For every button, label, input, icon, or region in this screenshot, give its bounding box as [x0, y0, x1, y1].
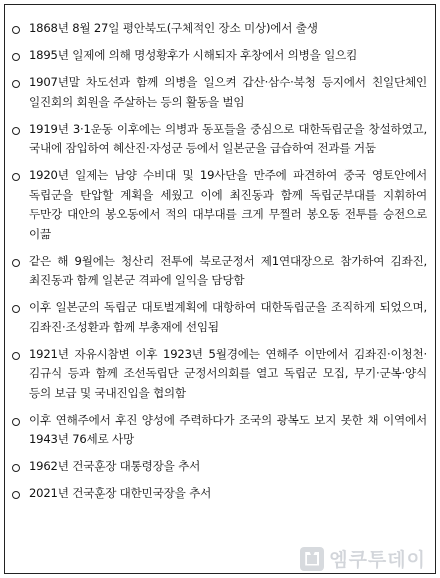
circle-bullet-icon [12, 464, 20, 472]
biography-box [4, 4, 436, 574]
watermark-text: 엠쿠투데이 [329, 549, 426, 571]
entry-text: 1868년 8월 27일 평안북도(구체적인 장소 미상)에서 출생 [29, 21, 318, 35]
circle-bullet-icon [12, 491, 20, 499]
entry-text: 이후 연해주에서 후진 양성에 주력하다가 조국의 광복도 보지 못한 채 이역에서 1943년 76세로 사망 [29, 412, 427, 446]
m-logo-icon [300, 547, 324, 571]
list-item [11, 411, 427, 450]
circle-bullet-icon [12, 352, 20, 360]
circle-bullet-icon [12, 53, 20, 61]
circle-bullet-icon [12, 127, 20, 135]
circle-bullet-icon [12, 26, 20, 34]
entry-text: 1962년 건국훈장 대통령장을 추서 [29, 459, 201, 473]
list-item [11, 484, 427, 504]
list-item [11, 46, 427, 66]
list-item [11, 73, 427, 112]
entry-text: 2021년 건국훈장 대한민국장을 추서 [29, 486, 212, 500]
list-item [11, 19, 427, 39]
entry-text: 이후 일본군의 독립군 대토벌계획에 대항하여 대한독립군을 조직하게 되었으며, 김좌진·조성환과 함께 부총재에 선임됨 [29, 300, 427, 334]
list-item [11, 298, 427, 337]
circle-bullet-icon [12, 173, 20, 181]
entry-text: 1920년 일제는 남양 수비대 및 19사단을 만주에 파견하여 중국 영토안에서 독립군을 탄압할 계획을 세웠고 이에 최진동과 함께 독립군부대를 지휘하여 두만강 대안의 봉오동에서 적의 대부대를 크게 무찔러 봉오동 전투를 승전으로 이끎 [29, 168, 427, 241]
circle-bullet-icon [12, 259, 20, 267]
entry-text: 1895년 일제에 의해 명성황후가 시해되자 후창에서 의병을 일으킴 [29, 48, 358, 62]
circle-bullet-icon [12, 305, 20, 313]
entry-text: 1919년 3·1운동 이후에는 의병과 동포들을 중심으로 대한독립군을 창설하였고, 국내에 잠입하여 혜산진·자성군 등에서 일본군을 급습하여 전과를 거둠 [29, 121, 427, 155]
list-item [11, 457, 427, 477]
watermark [300, 545, 426, 572]
entry-text: 1921년 자유시참변 이후 1923년 5월경에는 연해주 이만에서 김좌진·이청천·김규식 등과 함께 조선독립단 군정서의회를 열고 독립군 모집, 무기·군복·양식 등의 보급 및 국내진입을 협의함 [29, 346, 427, 400]
circle-bullet-icon [12, 80, 20, 88]
list-item [11, 252, 427, 291]
list-item [11, 120, 427, 159]
entry-text: 같은 해 9월에는 청산리 전투에 북로군정서 제1연대장으로 참가하여 김좌진, 최진동과 함께 일본군 격파에 일익을 담당함 [29, 253, 427, 287]
entry-text: 1907년말 차도선과 함께 의병을 일으켜 갑산·삼수·북청 등지에서 친일단체인 일진회의 회원을 주살하는 등의 활동을 벌임 [29, 75, 427, 109]
circle-bullet-icon [12, 418, 20, 426]
list-item [11, 166, 427, 244]
list-item [11, 345, 427, 404]
